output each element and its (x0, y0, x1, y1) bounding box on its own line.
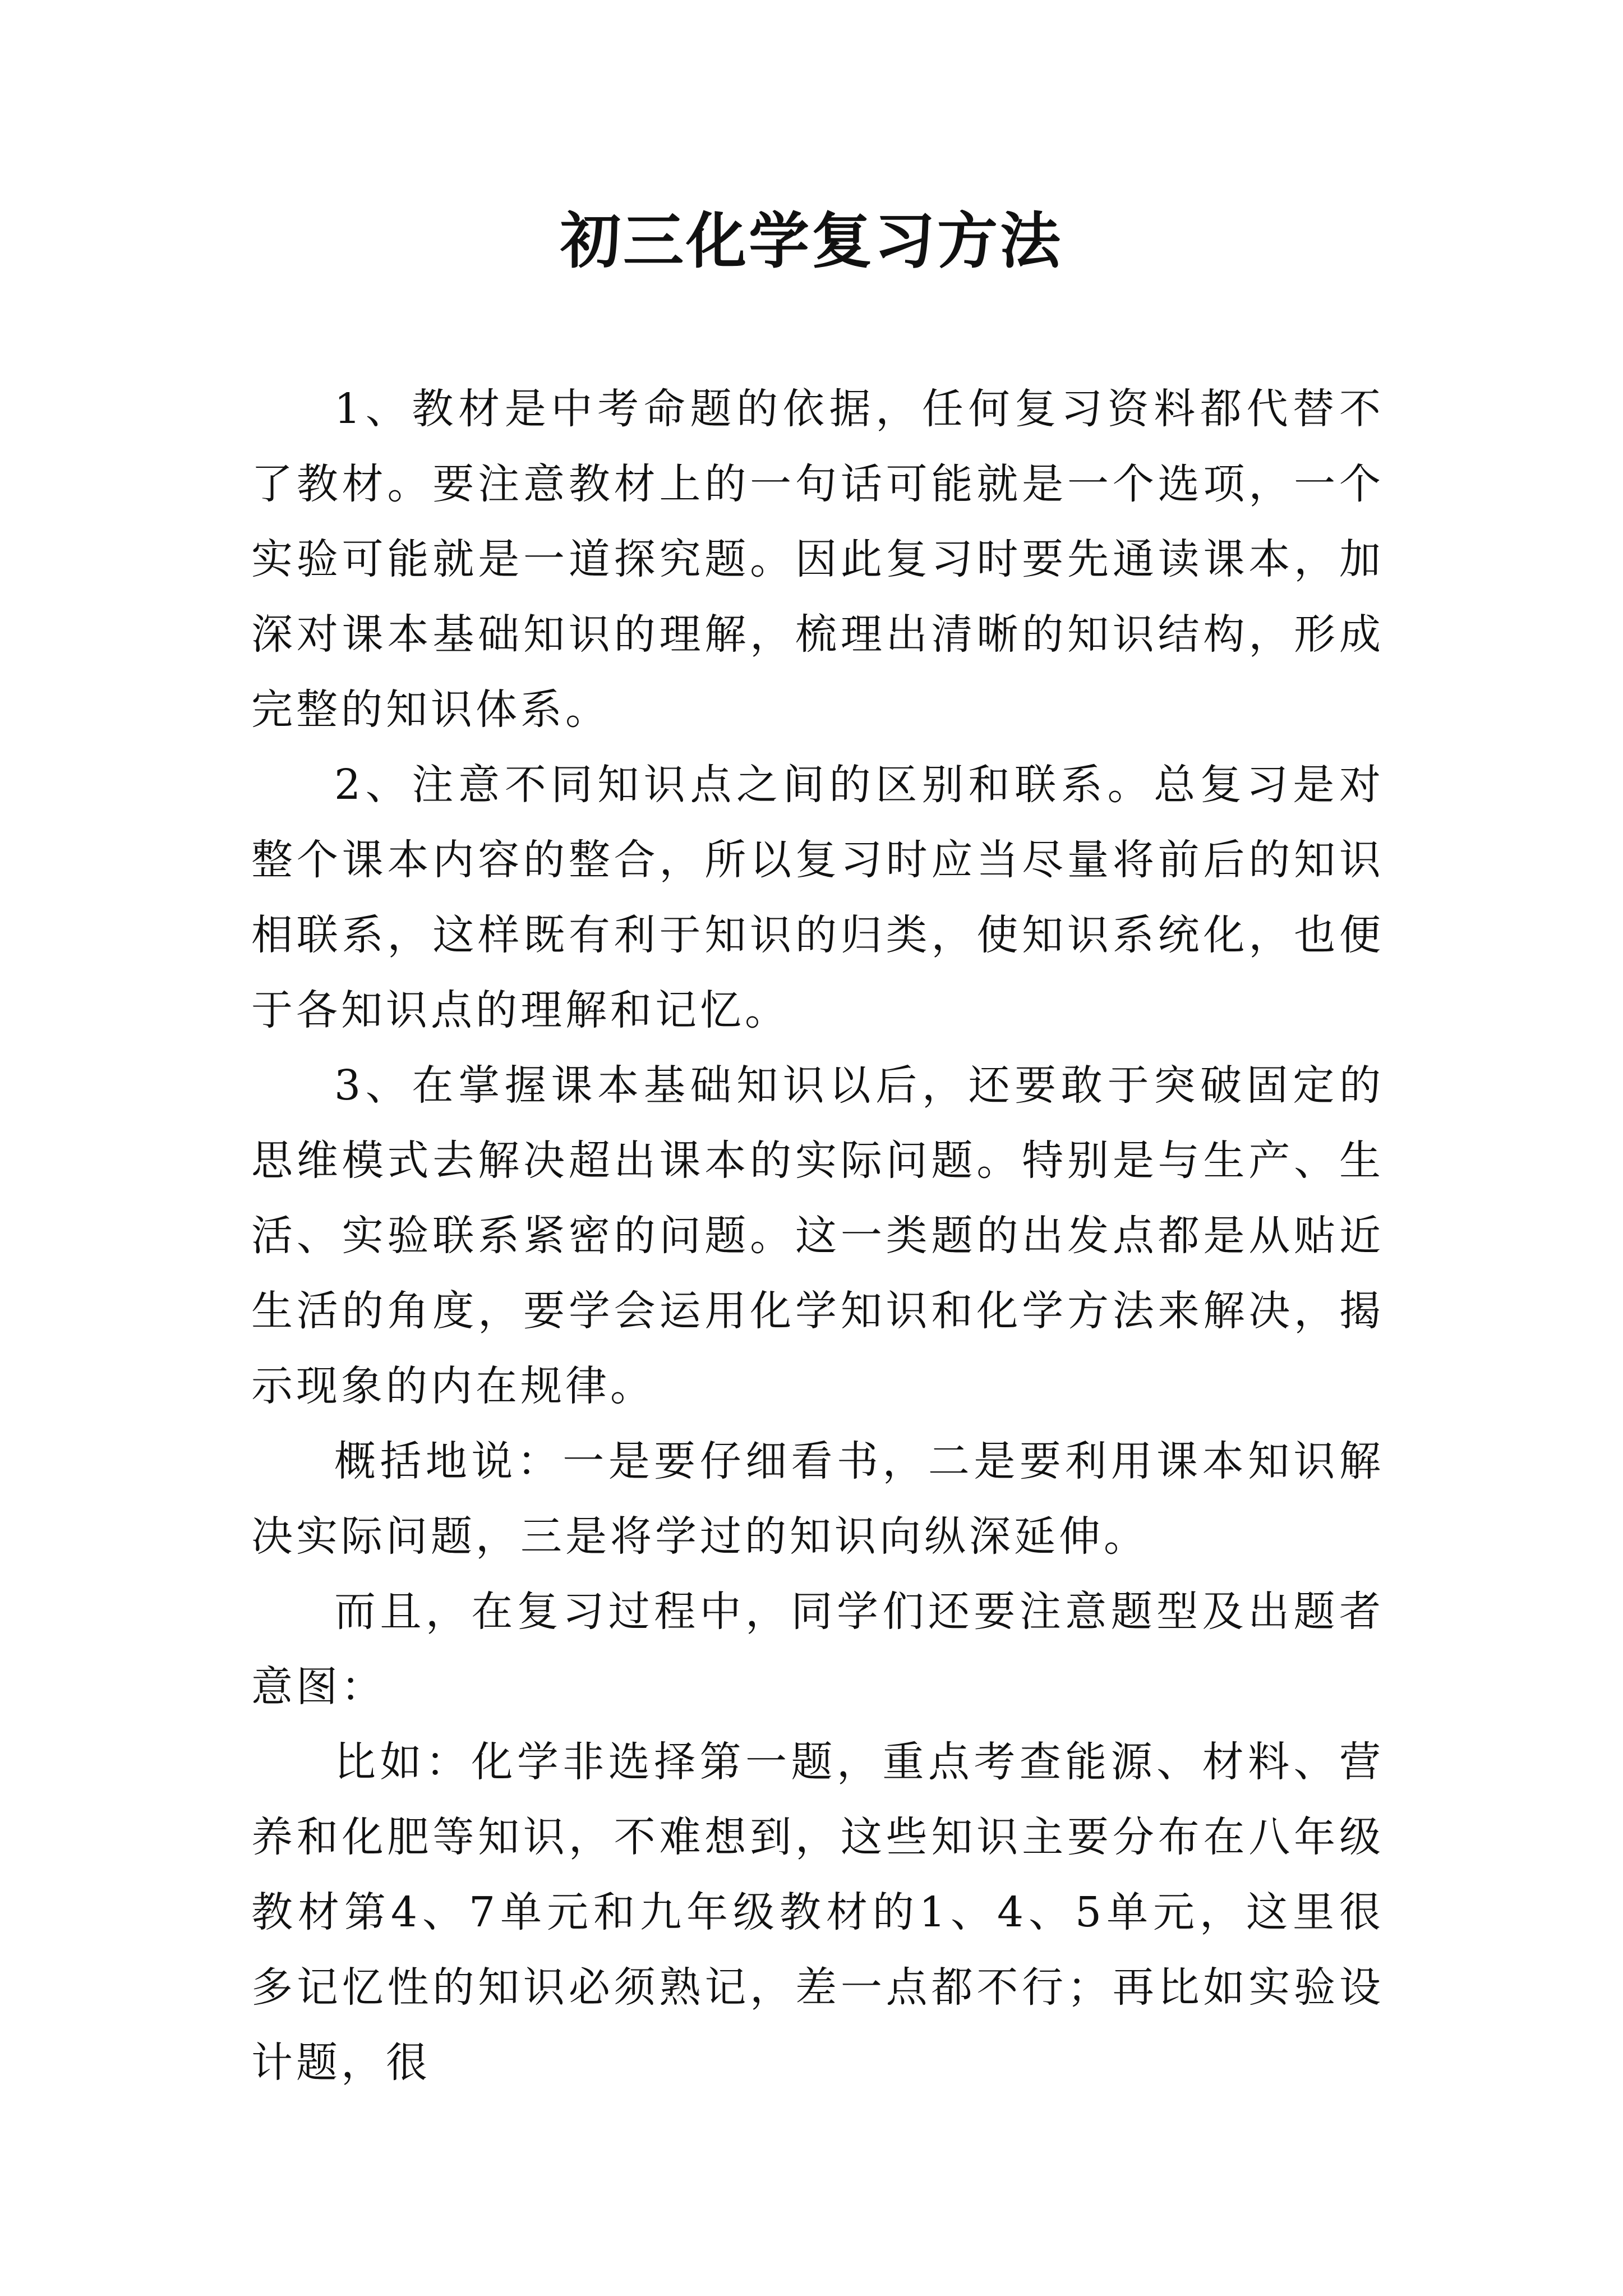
paragraph-3: 3、在掌握课本基础知识以后，还要敢于突破固定的思维模式去解决超出课本的实际问题。特别是与生产、生活、实验联系紧密的问题。这一类题的出发点都是从贴近生活的角度，要学会运用化学知识和化学方法来解决，揭示现象的内在规律。 (251, 1061, 1384, 1410)
document-title: 初三化学复习方法 (560, 206, 1063, 277)
paragraph-example: 比如：化学非选择第一题，重点考查能源、材料、营养和化肥等知识，不难想到，这些知识主要分布在八年级教材第4、7单元和九年级教材的1、4、5单元，这里很多记忆性的知识必须熟记，差一点都不行；再比如实验设计题，很 (251, 1738, 1384, 2087)
paragraph-summary: 概括地说：一是要仔细看书，二是要利用课本知识解决实际问题，三是将学过的知识向纵深延伸。 (251, 1437, 1384, 1561)
document-body (251, 371, 1384, 2100)
paragraph-1: 1、教材是中考命题的依据，任何复习资料都代替不了教材。要注意教材上的一句话可能就是一个选项，一个实验可能就是一道探究题。因此复习时要先通读课本，加深对课本基础知识的理解，梳理出清晰的知识结构，形成完整的知识体系。 (251, 385, 1384, 734)
paragraph-2: 2、注意不同知识点之间的区别和联系。总复习是对整个课本内容的整合，所以复习时应当尽量将前后的知识相联系，这样既有利于知识的归类，使知识系统化，也便于各知识点的理解和记忆。 (251, 761, 1384, 1034)
paragraph-note: 而且，在复习过程中，同学们还要注意题型及出题者意图： (251, 1588, 1384, 1711)
